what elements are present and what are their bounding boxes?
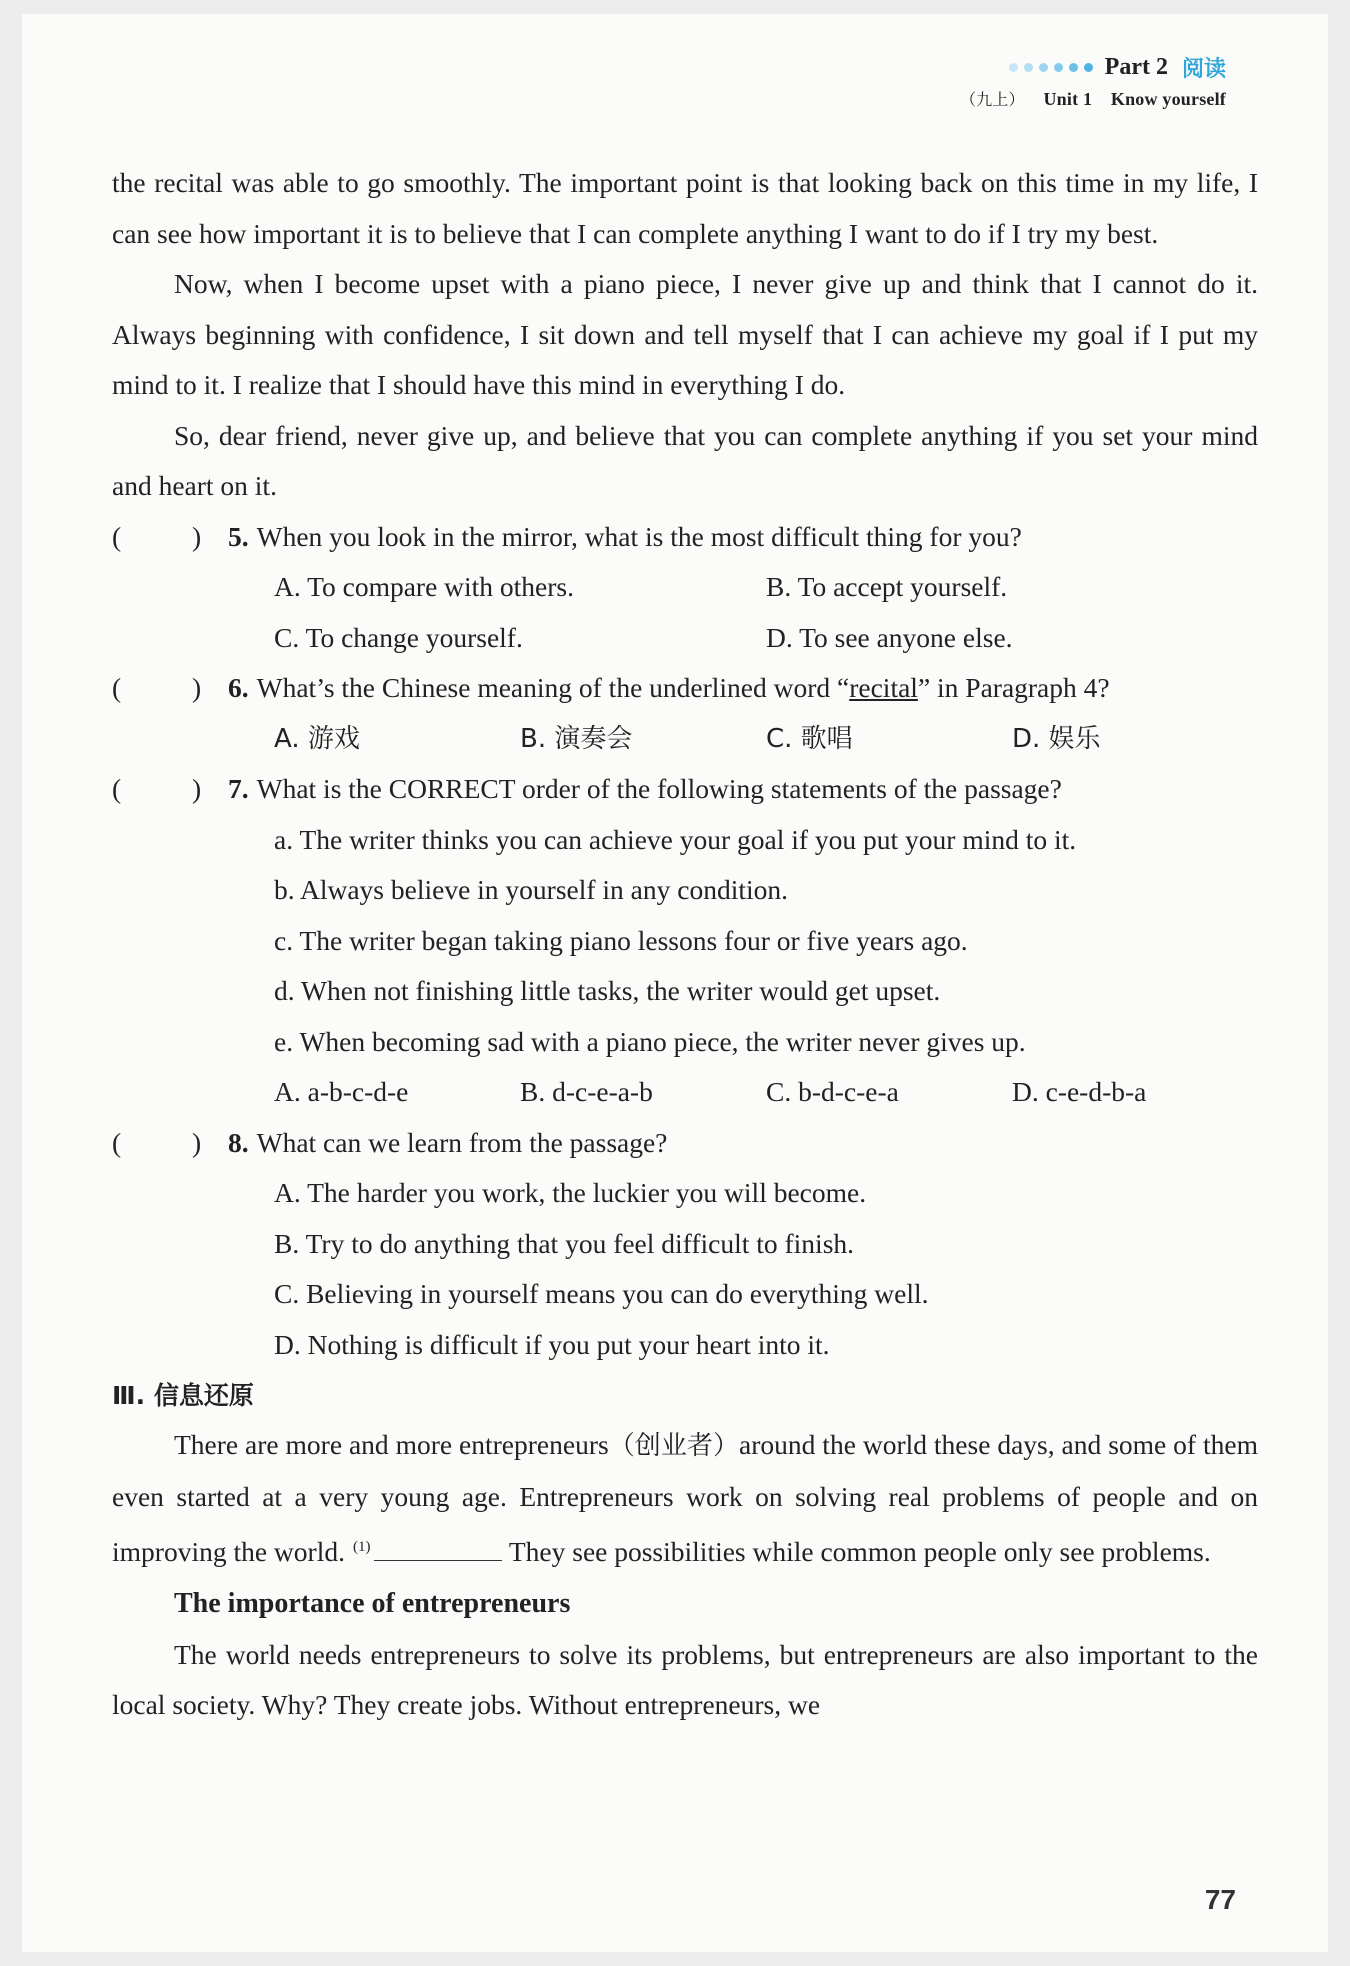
dot-icon xyxy=(1069,63,1078,72)
passage-paragraph: the recital was able to go smoothly. The important point is that looking back on this time in my life, I can see how important it is to believe that I can complete anything I want to do if I try my best. xyxy=(112,167,1258,249)
option-b: B. d-c-e-a-b xyxy=(520,1076,653,1107)
textbook-page xyxy=(22,14,1328,1952)
question-6-options xyxy=(112,714,1258,765)
paragraph-text: They see possibilities while common people only see problems. xyxy=(508,1536,1211,1568)
option-c: C. To change yourself. xyxy=(274,621,523,653)
answer-bracket-left: ( xyxy=(112,672,122,703)
option-b: B. Try to do anything that you feel difficult to finish. xyxy=(274,1227,855,1259)
option-d: D. 娱乐 xyxy=(1012,723,1101,754)
option-a: A. a-b-c-d-e xyxy=(274,1076,409,1107)
statement-d: d. When not finishing little tasks, the writer would get upset. xyxy=(274,975,941,1006)
section-paragraph: The world needs entrepreneurs to solve its problems, but entrepreneurs are also important to the local society. Why? They create jobs. Without entrepreneurs, we xyxy=(112,1638,1258,1721)
question-number: 7. xyxy=(228,773,249,804)
option-d: D. Nothing is difficult if you put your heart into it. xyxy=(274,1328,830,1360)
dot-icon xyxy=(1039,63,1048,72)
blank-number: (1) xyxy=(352,1539,371,1555)
question-number: 6. xyxy=(228,672,249,703)
option-a: A. The harder you work, the luckier you will become. xyxy=(274,1177,867,1208)
question-stem: What is the CORRECT order of the following statements of the passage? xyxy=(256,773,1062,804)
answer-bracket-right: ) xyxy=(192,672,202,703)
answer-bracket-right: ) xyxy=(192,520,202,552)
paragraph-text: There are more and more entrepreneurs xyxy=(174,1429,609,1460)
statement-b: b. Always believe in yourself in any condition. xyxy=(274,874,789,905)
answer-bracket-right: ) xyxy=(192,773,202,804)
decorative-dots xyxy=(1009,63,1093,72)
section-paragraph xyxy=(112,1420,1258,1578)
option-c: C. 歌唱 xyxy=(766,723,853,754)
option-d: D. To see anyone else. xyxy=(766,621,1013,653)
part-label: Part 2 xyxy=(1104,54,1168,80)
subsection-title: The importance of entrepreneurs xyxy=(174,1587,571,1619)
answer-bracket-right: ) xyxy=(192,1126,202,1158)
page-content xyxy=(112,158,1258,1731)
question-8 xyxy=(112,1118,1258,1169)
topic-label: Know yourself xyxy=(1110,89,1226,109)
option-a: A. To compare with others. xyxy=(274,571,575,602)
answer-bracket-left: ( xyxy=(112,773,122,804)
statement-a: a. The writer thinks you can achieve your goal if you put your mind to it. xyxy=(274,823,1077,855)
grade-label: （九上） xyxy=(959,90,1025,109)
dot-icon xyxy=(1084,63,1093,72)
question-8-options xyxy=(112,1168,1258,1370)
question-stem: What’s the Chinese meaning of the underlined word “ xyxy=(256,672,850,703)
option-b: B. To accept yourself. xyxy=(766,571,1008,602)
question-stem: When you look in the mirror, what is the most difficult thing for you? xyxy=(256,520,1022,552)
answer-blank[interactable] xyxy=(374,1538,502,1561)
question-7-statements xyxy=(112,815,1258,1118)
question-6 xyxy=(112,663,1258,714)
question-stem-end: ” in Paragraph 4? xyxy=(917,672,1110,703)
dot-icon xyxy=(1009,63,1018,72)
question-stem: What can we learn from the passage? xyxy=(256,1126,668,1158)
option-c: C. b-d-c-e-a xyxy=(766,1076,899,1107)
reading-label: 阅读 xyxy=(1181,57,1226,82)
chinese-gloss: （创业者） xyxy=(608,1431,740,1461)
option-b: B. 演奏会 xyxy=(520,723,633,754)
option-c: C. Believing in yourself means you can do everything well. xyxy=(274,1278,929,1309)
answer-bracket-left: ( xyxy=(112,1126,122,1158)
page-header xyxy=(960,52,1226,110)
option-d: D. c-e-d-b-a xyxy=(1012,1076,1147,1107)
question-5-options xyxy=(112,562,1258,663)
passage-paragraph: So, dear friend, never give up, and believe that you can complete anything if you set your mind and heart on it. xyxy=(112,419,1258,501)
statement-c: c. The writer began taking piano lessons four or five years ago. xyxy=(274,924,968,956)
underlined-word: recital xyxy=(849,672,918,703)
question-5 xyxy=(112,512,1258,563)
passage-paragraph: Now, when I become upset with a piano piece, I never give up and think that I cannot do it. Always beginning with confidence, I sit down and tell myself that I can achieve my goal if I put my mind to it. I realize that I should have this mind in everything I do. xyxy=(112,268,1258,400)
section-title: Ⅲ. 信息还原 xyxy=(112,1381,254,1410)
question-number: 8. xyxy=(228,1126,249,1158)
question-7 xyxy=(112,764,1258,815)
option-a: A. 游戏 xyxy=(274,723,360,754)
statement-e: e. When becoming sad with a piano piece, the writer never gives up. xyxy=(274,1025,1026,1057)
question-number: 5. xyxy=(228,520,249,552)
paragraph-text: around the world these days, and some of them even started at a very young age. Entrepreneurs work on solving real problems of people and on improving the world. xyxy=(112,1429,1258,1568)
unit-label: Unit 1 xyxy=(1043,89,1093,109)
dot-icon xyxy=(1024,63,1033,72)
dot-icon xyxy=(1054,63,1063,72)
answer-bracket-left: ( xyxy=(112,520,122,552)
page-number: 77 xyxy=(1204,1884,1236,1915)
